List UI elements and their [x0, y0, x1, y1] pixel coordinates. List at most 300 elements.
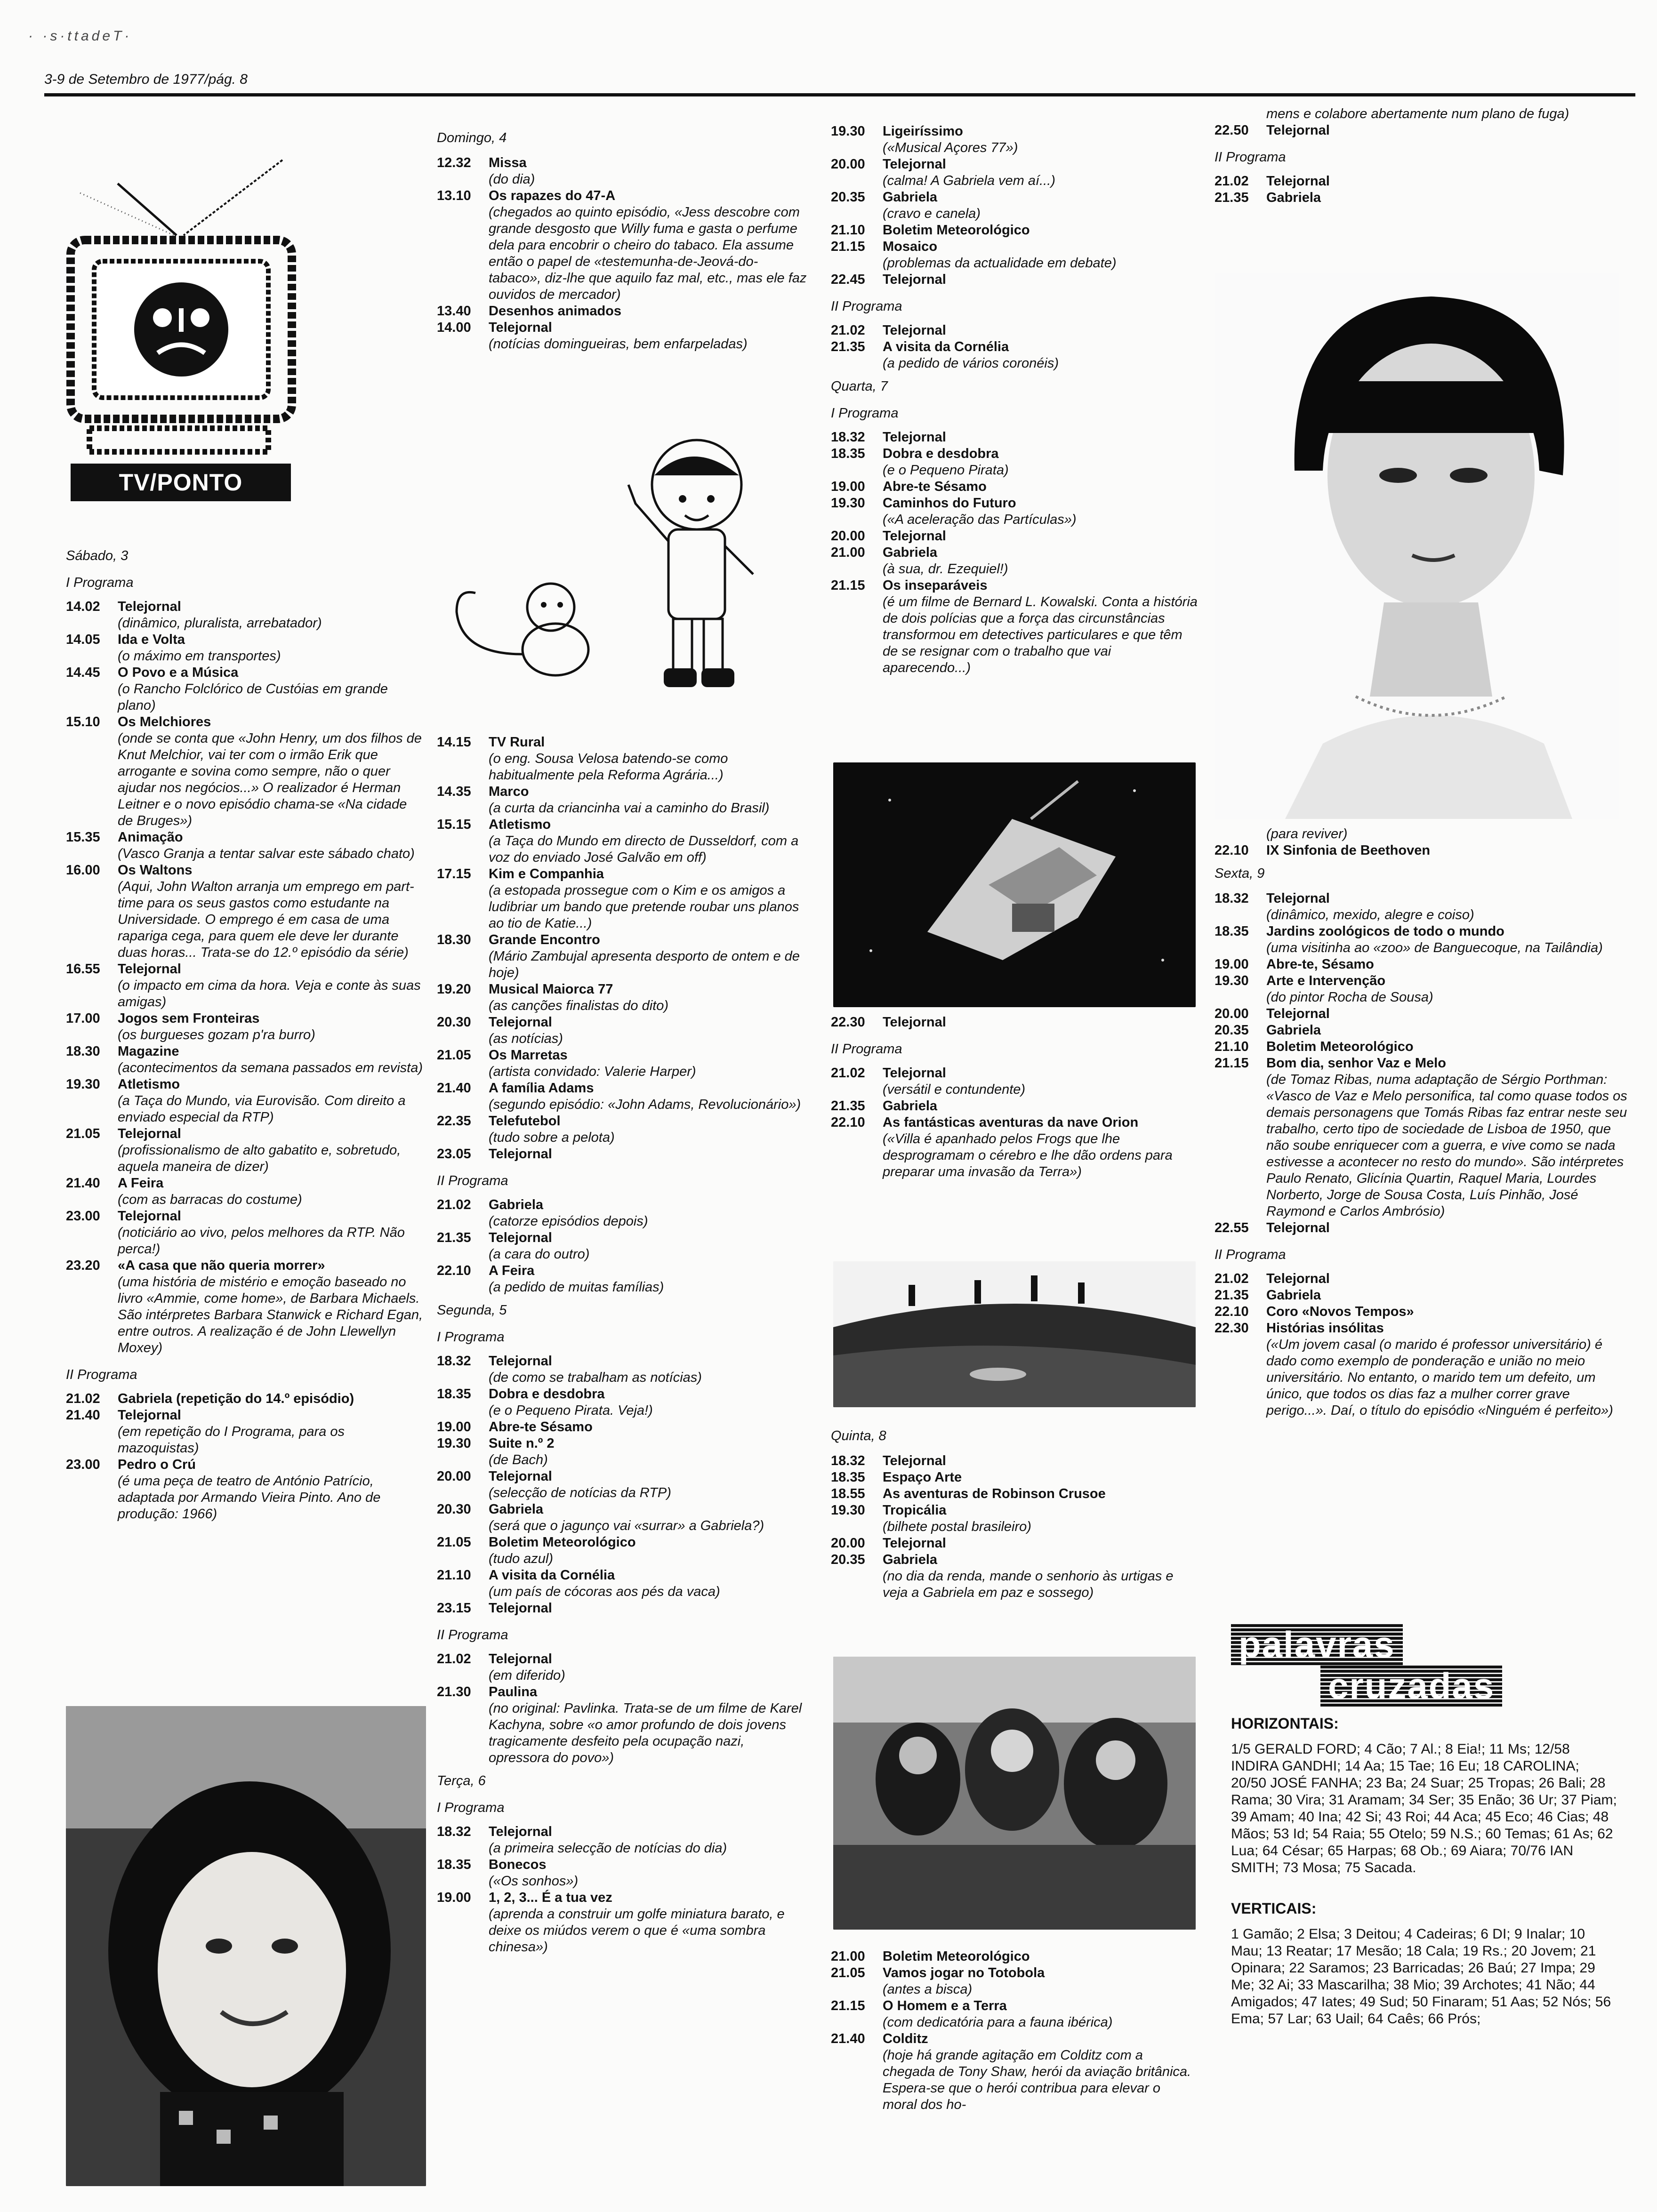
entry-time: 14.00: [437, 320, 471, 335]
day-heading: Terça, 6: [437, 1773, 486, 1788]
entry-title: Coro «Novos Tempos»: [1266, 1304, 1414, 1319]
schedule-entry: [831, 495, 1198, 528]
entry-description: («Os sonhos»): [489, 1874, 579, 1889]
day-heading: Sexta, 9: [1215, 866, 1265, 881]
entry-title: Caminhos do Futuro: [883, 496, 1016, 511]
entry-time: 17.15: [437, 866, 471, 882]
schedule-entry: [437, 188, 809, 303]
entry-body: [1266, 190, 1629, 206]
entry-title: Magazine: [118, 1044, 179, 1059]
entry-description: (o máximo em transportes): [118, 649, 281, 664]
entry-title: Telejornal: [118, 599, 181, 614]
entry-body: [489, 734, 809, 784]
entry-body: [1266, 973, 1629, 1006]
entry-description: (um país de cócoras aos pés da vaca): [489, 1584, 720, 1599]
entry-description: (a curta da criancinha vai a caminho do Brasil): [489, 801, 770, 816]
crossword-title: [1231, 1624, 1617, 1707]
entry-time: 22.55: [1215, 1220, 1249, 1235]
entry-time: 21.15: [831, 578, 865, 593]
entry-body: [883, 1065, 1198, 1098]
entry-time: 19.00: [831, 479, 865, 494]
entry-body: [883, 1535, 1198, 1552]
schedule-entry: [437, 1435, 809, 1468]
schedule-entry: [831, 1535, 1198, 1552]
entry-body: [883, 2031, 1198, 2113]
entry-body: [883, 1502, 1198, 1535]
entry-time: 21.05: [437, 1535, 471, 1550]
entry-description: (uma visitinha ao «zoo» de Banguecoque, na Tailândia): [1266, 940, 1603, 955]
entry-title: Marco: [489, 784, 529, 799]
entry-title: Os Marretas: [489, 1048, 568, 1063]
entry-description: (hoje há grande agitação em Colditz com a chegada de Tony Shaw, herói da aviação britânica. Espera-se que o herói contribua para elevar o moral dos ho-: [883, 2048, 1191, 2112]
schedule-entry: [1215, 1304, 1629, 1320]
entry-description: (em repetição do I Programa, para os mazoquistas): [118, 1424, 345, 1456]
schedule-list: [831, 123, 1198, 288]
entry-body: [489, 1014, 809, 1047]
entry-body: [118, 1208, 424, 1258]
entry-body: [883, 1014, 1198, 1031]
entry-body: [489, 866, 809, 932]
entry-title: O Povo e a Música: [118, 665, 239, 680]
entry-title: Animação: [118, 830, 183, 845]
entry-body: [489, 1146, 809, 1162]
entry-description: (os burgueses gozam p'ra burro): [118, 1027, 315, 1042]
entry-title: 1, 2, 3... É a tua vez: [489, 1890, 612, 1905]
entry-description: (antes a bisca): [883, 1982, 973, 1997]
schedule-entry: [1215, 923, 1629, 956]
schedule-list: [1215, 1271, 1629, 1419]
schedule-entry: [66, 599, 424, 632]
entry-description: (acontecimentos da semana passados em revista): [118, 1060, 423, 1075]
schedule-entry: [437, 1230, 809, 1263]
entry-time: 21.15: [1215, 1056, 1249, 1071]
entry-body: [883, 577, 1198, 676]
entry-title: Histórias insólitas: [1266, 1321, 1384, 1336]
schedule-entry: [831, 222, 1198, 239]
entry-description: (problemas da actualidade em debate): [883, 256, 1117, 271]
entry-title: As aventuras de Robinson Crusoe: [883, 1486, 1106, 1501]
entry-body: [489, 155, 809, 188]
schedule-entry: [66, 632, 424, 665]
entry-body: [1266, 1055, 1629, 1220]
entry-time: 19.00: [437, 1890, 471, 1905]
entry-time: 21.10: [1215, 1039, 1249, 1054]
schedule-list: [831, 429, 1198, 676]
entry-description: (dinâmico, mexido, alegre e coiso): [1266, 907, 1474, 922]
entry-title: Telejornal: [489, 1651, 552, 1667]
program-heading: II Programa: [831, 1042, 902, 1057]
schedule-list: [831, 322, 1198, 372]
entry-body: [118, 1175, 424, 1208]
entry-time: 21.40: [831, 2031, 865, 2046]
schedule-list: [437, 1353, 809, 1617]
continuation-text: mens e colabore abertamente num plano de fuga): [1266, 106, 1569, 121]
schedule-list: [1215, 890, 1629, 1236]
entry-time: 22.10: [1215, 843, 1249, 858]
entry-time: 21.02: [831, 323, 865, 338]
entry-time: 22.30: [1215, 1321, 1249, 1336]
entry-time: 20.00: [831, 1536, 865, 1551]
entry-time: 21.35: [437, 1230, 471, 1245]
schedule-entry: [831, 528, 1198, 545]
entry-description: (de como se trabalham as notícias): [489, 1370, 702, 1385]
entry-body: [1266, 1006, 1629, 1022]
schedule-entry: [437, 784, 809, 817]
entry-body: [118, 862, 424, 961]
entry-time: 22.50: [1215, 123, 1249, 138]
schedule-list: [437, 155, 809, 353]
column-3-colditz: [831, 1948, 1198, 2113]
entry-time: 19.30: [1215, 973, 1249, 988]
entry-title: «A casa que não queria morrer»: [118, 1258, 325, 1273]
program-heading: I Programa: [66, 575, 134, 590]
schedule-entry: [66, 714, 424, 829]
entry-body: [489, 1386, 809, 1419]
entry-body: [489, 1353, 809, 1386]
entry-description: (é um filme de Bernard L. Kowalski. Conta a história de dois polícias que a força das circunstâncias transformou em detectives particulares e que têm de se resignar com o trabalho que vai aparecendo...): [883, 594, 1198, 675]
entry-title: Telejornal: [883, 1066, 946, 1081]
schedule-entry: [1215, 973, 1629, 1006]
entry-time: 21.02: [1215, 1271, 1249, 1286]
tv-ponto-badge: TV/PONTO: [71, 464, 291, 501]
entry-title: Desenhos animados: [489, 304, 622, 319]
program-heading: I Programa: [831, 406, 899, 421]
entry-title: Ida e Volta: [118, 632, 185, 647]
entry-title: Espaço Arte: [883, 1470, 962, 1485]
entry-title: Telejornal: [489, 1230, 552, 1245]
entry-title: Bonecos: [489, 1857, 547, 1872]
entry-description: (dinâmico, pluralista, arrebatador): [118, 616, 322, 631]
entry-description: (com dedicatória para a fauna ibérica): [883, 2015, 1113, 2030]
entry-time: 18.32: [437, 1354, 471, 1369]
entry-time: 19.30: [66, 1077, 100, 1092]
schedule-entry: [1215, 842, 1629, 859]
schedule-entry: [437, 1014, 809, 1047]
column-2-continued: [437, 734, 809, 1956]
entry-title: Telejornal: [1266, 174, 1330, 189]
schedule-entry: [66, 1208, 424, 1258]
schedule-entry: [437, 1197, 809, 1230]
entry-title: Telejornal: [118, 1408, 181, 1423]
entry-description: (à sua, dr. Ezequiel!): [883, 561, 1008, 577]
schedule-entry: [1215, 1320, 1629, 1419]
entry-description: (chegados ao quinto episódio, «Jess descobre com grande desgosto que Willy fuma e gasta o perfume dela para encobrir o cheiro do tabaco. Ela assume então o papel de «testemunha-de-Jeová-do-tabaco», diz-lhe que aquilo faz mal, etc., mas ele faz ouvidos de mercador): [489, 205, 807, 302]
schedule-list: [831, 1948, 1198, 2113]
entry-time: 21.05: [831, 1965, 865, 1980]
entry-body: [1266, 842, 1629, 859]
entry-title: Gabriela: [883, 1098, 938, 1114]
entry-body: [1266, 1220, 1629, 1236]
entry-title: Abre-te, Sésamo: [1266, 957, 1374, 972]
entry-title: Missa: [489, 155, 527, 170]
day-heading: Quarta, 7: [831, 379, 888, 394]
entry-title: Boletim Meteorológico: [1266, 1039, 1414, 1054]
schedule-entry: [831, 545, 1198, 577]
photo-desert-scene: [833, 1261, 1196, 1407]
entry-body: [489, 1197, 809, 1230]
entry-title: Dobra e desdobra: [883, 446, 999, 461]
photo-desert-drawing: [833, 1261, 1196, 1407]
entry-time: 22.10: [437, 1263, 471, 1278]
entry-description: (será que o jagunço vai «surrar» a Gabriela?): [489, 1518, 764, 1533]
schedule-entry: [831, 1552, 1198, 1601]
entry-title: Boletim Meteorológico: [883, 223, 1030, 238]
crossword-section: [1231, 1624, 1617, 2028]
schedule-entry: [1215, 956, 1629, 973]
schedule-entry: [437, 981, 809, 1014]
entry-title: Gabriela: [883, 190, 938, 205]
entry-body: [1266, 890, 1629, 923]
schedule-entry: [66, 829, 424, 862]
schedule-entry: [831, 322, 1198, 339]
entry-title: Gabriela: [1266, 1023, 1321, 1038]
entry-title: Telejornal: [883, 1453, 946, 1468]
entry-title: Atletismo: [118, 1077, 180, 1092]
entry-description: (tudo sobre a pelota): [489, 1130, 615, 1145]
photo-woman-drawing: [1215, 273, 1619, 819]
entry-title: Suite n.º 2: [489, 1436, 555, 1451]
entry-time: 20.00: [831, 529, 865, 544]
schedule-list: [437, 1197, 809, 1296]
day-heading: Sábado, 3: [66, 548, 129, 563]
schedule-entry: [1215, 1055, 1629, 1220]
entry-time: 13.40: [437, 304, 471, 319]
entry-body: [118, 1258, 424, 1356]
entry-body: [883, 156, 1198, 189]
entry-time: 22.35: [437, 1114, 471, 1129]
entry-body: [1266, 1271, 1629, 1287]
entry-time: 16.55: [66, 962, 100, 977]
entry-body: [118, 961, 424, 1010]
entry-time: 18.32: [831, 430, 865, 445]
entry-title: Gabriela (repetição do 14.º episódio): [118, 1391, 354, 1406]
entry-body: [1266, 1320, 1629, 1419]
column-4-continued: [1215, 826, 1629, 1419]
schedule-entry: [66, 1126, 424, 1175]
schedule-entry: [831, 446, 1198, 479]
entry-title: A Feira: [118, 1176, 164, 1191]
column-3: [831, 123, 1198, 676]
entry-body: [883, 1098, 1198, 1114]
entry-time: 21.02: [1215, 174, 1249, 189]
entry-body: [883, 1469, 1198, 1486]
program-heading: II Programa: [66, 1367, 137, 1382]
entry-body: [1266, 1287, 1629, 1304]
entry-time: 23.15: [437, 1601, 471, 1616]
entry-body: [883, 222, 1198, 239]
schedule-entry: [1215, 1271, 1629, 1287]
entry-title: Abre-te Sésamo: [489, 1419, 593, 1435]
entry-description: (onde se conta que «John Henry, um dos filhos de Knut Melchior, vai ter com o irmão Erik que arrogante e sovina como sempre, não o quer ajudar nos negócios...» O realizador é Herman Leitner e o novo episódio chama-se «Na cidade de Bruges»): [118, 731, 422, 828]
schedule-entry: [66, 1175, 424, 1208]
entry-title: Telejornal: [883, 430, 946, 445]
schedule-entry: [1215, 190, 1629, 206]
schedule-entry: [1215, 1220, 1629, 1236]
entry-time: 14.02: [66, 599, 100, 614]
entry-description: (no original: Pavlinka. Trata-se de um filme de Karel Kachyna, sobre «o amor profundo de dois jovens tragicamente desfeito pela ocupação nazi, opressora do povo»): [489, 1701, 802, 1765]
entry-description: (catorze episódios depois): [489, 1214, 648, 1229]
entry-time: 23.05: [437, 1146, 471, 1162]
schedule-entry: [437, 320, 809, 353]
entry-title: Telejornal: [883, 157, 946, 172]
program-heading: II Programa: [1215, 150, 1286, 165]
entry-description: («Um jovem casal (o marido é professor universitário) é dado como exemplo de ponderação e união no meio universitário. No entanto, o marido tem um defeito, um único, que todos os dias faz a mulher correr grave perigo...». Daí, o título do episódio «Ninguém é perfeito»): [1266, 1337, 1613, 1418]
entry-title: A família Adams: [489, 1081, 594, 1096]
photo-woman-portrait: [1215, 273, 1619, 819]
schedule-entry: [437, 866, 809, 932]
entry-title: Gabriela: [883, 545, 938, 560]
program-heading: II Programa: [437, 1627, 508, 1643]
schedule-entry: [831, 1486, 1198, 1502]
schedule-entry: [1215, 1287, 1629, 1304]
entry-description: (com as barracas do costume): [118, 1192, 302, 1207]
schedule-entry: [437, 1353, 809, 1386]
entry-time: 12.32: [437, 155, 471, 170]
entry-body: [489, 1600, 809, 1617]
masthead: · ·s·ttadeT·: [28, 28, 132, 44]
entry-title: Telejornal: [489, 1469, 552, 1484]
entry-body: [1266, 1304, 1629, 1320]
photo-spaceship-drawing: [833, 762, 1196, 1007]
entry-time: 21.02: [66, 1391, 100, 1406]
schedule-list: [831, 1065, 1198, 1180]
entry-title: Telejornal: [883, 1536, 946, 1551]
entry-title: Dobra e desdobra: [489, 1387, 605, 1402]
entry-time: 21.40: [66, 1408, 100, 1423]
schedule-entry: [1215, 173, 1629, 190]
schedule-entry: [66, 1043, 424, 1076]
schedule-entry: [831, 1014, 1198, 1031]
schedule-entry: [831, 1098, 1198, 1114]
entry-time: 21.00: [831, 545, 865, 560]
entry-title: Telejornal: [489, 320, 552, 335]
entry-description: («A aceleração das Partículas»): [883, 512, 1077, 527]
photo-smiling-girl: [66, 1706, 426, 2186]
program-heading: II Programa: [437, 1173, 508, 1188]
schedule-list: [437, 1651, 809, 1766]
entry-description: (uma história de mistério e emoção baseado no livro «Ammie, come home», de Barbara Michaels. São intérpretes Barbara Stanwick e Richard Egan, entre outros. A realização é de John Llewellyn Moxey): [118, 1274, 423, 1355]
entry-title: IX Sinfonia de Beethoven: [1266, 843, 1431, 858]
schedule-entry: [437, 1047, 809, 1080]
entry-body: [118, 632, 424, 665]
schedule-entry: [437, 1651, 809, 1684]
schedule-entry: [66, 1076, 424, 1126]
schedule-entry: [831, 339, 1198, 372]
entry-title: Telejornal: [489, 1601, 552, 1616]
entry-time: 20.00: [437, 1469, 471, 1484]
entry-description: (o Rancho Folclórico de Custóias em grande plano): [118, 681, 388, 713]
entry-description: (selecção de notícias da RTP): [489, 1485, 671, 1500]
entry-time: 23.20: [66, 1258, 100, 1273]
entry-title: Jogos sem Fronteiras: [118, 1011, 260, 1026]
entry-title: Kim e Companhia: [489, 866, 604, 882]
schedule-entry: [437, 1386, 809, 1419]
entry-time: 14.05: [66, 632, 100, 647]
photo-spaceship: [833, 762, 1196, 1007]
entry-body: [489, 932, 809, 981]
entry-title: Telejornal: [489, 1824, 552, 1839]
entry-title: A visita da Cornélia: [883, 339, 1009, 354]
schedule-entry: [831, 272, 1198, 288]
schedule-list: [831, 1014, 1198, 1031]
crossword-title-line-2: cruzadas: [1320, 1665, 1502, 1707]
entry-description: (do pintor Rocha de Sousa): [1266, 990, 1433, 1005]
entry-description: (e o Pequeno Pirata. Veja!): [489, 1403, 653, 1418]
schedule-entry: [831, 1998, 1198, 2031]
entry-time: 20.30: [437, 1015, 471, 1030]
entry-description: (as canções finalistas do dito): [489, 998, 669, 1013]
entry-time: 21.02: [831, 1066, 865, 1081]
entry-description: (de Tomaz Ribas, numa adaptação de Sérgio Porthman: «Vasco de Vaz e Melo personifica, tal como quase todos os demais personagens que Tomás Ribas faz entrar neste seu trabalho, certo tipo de sociedade de Lisboa de 1950, que não soube enriquecer com a guerra, e vive como se nada estivesse a acontecer no resto do mundo». São intérpretes Paulo Renato, Glicínia Quartin, Raquel Maria, Lourdes Norberto, Jorge de Sousa Costa, Luís Pinhão, José Raymond e Carlos Ambrósio): [1266, 1072, 1627, 1219]
entry-time: 19.30: [831, 496, 865, 511]
schedule-entry: [437, 1146, 809, 1162]
schedule-entry: [66, 1010, 424, 1043]
entry-description: (o eng. Sousa Velosa batendo-se como habitualmente pela Reforma Agrária...): [489, 751, 728, 783]
schedule-entry: [437, 1501, 809, 1534]
schedule-entry: [66, 961, 424, 1010]
entry-time: 22.45: [831, 272, 865, 287]
entry-title: Bom dia, senhor Vaz e Melo: [1266, 1056, 1446, 1071]
schedule-list: [437, 734, 809, 1162]
entry-time: 20.00: [831, 157, 865, 172]
entry-body: [883, 1948, 1198, 1965]
schedule-entry: [831, 1965, 1198, 1998]
schedule-entry: [66, 1457, 424, 1523]
entry-description: (a estopada prossegue com o Kim e os amigos a ludibriar um bando que pretende roubar uns planos ao tio de Katie...): [489, 883, 799, 931]
entry-title: Pedro o Crú: [118, 1457, 196, 1472]
schedule-entry: [1215, 122, 1629, 139]
entry-body: [489, 1651, 809, 1684]
entry-time: 18.30: [66, 1044, 100, 1059]
entry-time: 21.35: [831, 339, 865, 354]
entry-title: Telejornal: [1266, 123, 1330, 138]
entry-body: [1266, 923, 1629, 956]
column-3-continued: [831, 1014, 1198, 1180]
cartoon-boy-and-monkey-illustration: [447, 433, 805, 697]
entry-description: (a Taça do Mundo em directo de Dusseldorf, com a voz do enviado José Galvão em off): [489, 834, 799, 865]
entry-title: Vamos jogar no Totobola: [883, 1965, 1045, 1980]
entry-title: Boletim Meteorológico: [489, 1535, 636, 1550]
program-heading: II Programa: [1215, 1247, 1286, 1262]
entry-body: [118, 599, 424, 632]
entry-time: 19.30: [831, 1503, 865, 1518]
entry-title: Telejornal: [1266, 891, 1330, 906]
photo-colditz-drawing: [833, 1657, 1196, 1930]
entry-time: 19.30: [831, 124, 865, 139]
horizontal-clues-heading: HORIZONTAIS:: [1231, 1715, 1339, 1732]
schedule-entry: [66, 1258, 424, 1356]
entry-title: Gabriela: [489, 1502, 544, 1517]
entry-description: (em diferido): [489, 1668, 565, 1683]
entry-body: [489, 1824, 809, 1857]
entry-title: Jardins zoológicos de todo o mundo: [1266, 924, 1504, 939]
schedule-list: [1215, 173, 1629, 206]
date-page-line: 3-9 de Setembro de 1977/pág. 8: [44, 72, 248, 87]
entry-description: (no dia da renda, mande o senhorio às urtigas e veja a Gabriela em paz e sossego): [883, 1569, 1174, 1600]
entry-title: Gabriela: [1266, 1288, 1321, 1303]
entry-description: (calma! A Gabriela vem aí...): [883, 173, 1055, 188]
entry-description: (cravo e canela): [883, 206, 981, 221]
entry-time: 19.00: [1215, 957, 1249, 972]
entry-time: 17.00: [66, 1011, 100, 1026]
entry-description: (a cara do outro): [489, 1247, 590, 1262]
entry-description: (a primeira selecção de notícias do dia): [489, 1841, 727, 1856]
entry-body: [489, 1857, 809, 1890]
entry-body: [489, 1080, 809, 1113]
entry-title: Gabriela: [883, 1552, 938, 1567]
entry-body: [883, 495, 1198, 528]
entry-body: [489, 1435, 809, 1468]
